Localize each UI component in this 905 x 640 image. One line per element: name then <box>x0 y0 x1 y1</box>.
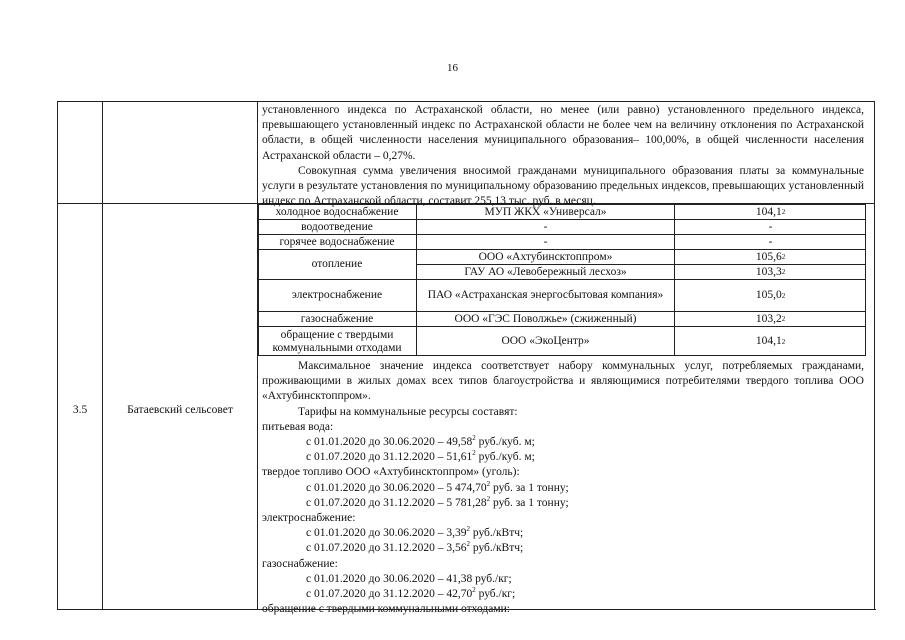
service-index: 105,0 2 <box>755 289 786 301</box>
table-border-top <box>57 101 875 102</box>
fuel-heading: твердое топливо ООО «Ахтубинсктоппром» (уголь): <box>262 466 520 479</box>
fuel-tariff-1: с 01.01.2020 до 30.06.2020 – 5 474,70$^2$ руб. за 1 тонну; <box>306 479 569 494</box>
service-provider: ПАО «Астраханская энергосбытовая компания» <box>427 289 664 301</box>
services-table <box>258 204 866 356</box>
service-provider: ООО «ГЭС Поволжье» (сжиженный) <box>454 312 637 325</box>
fuel-tariff-2: с 01.07.2020 до 31.12.2020 – 5 781,28$^2$ руб. за 1 тонну; <box>306 495 569 509</box>
water-tariff-2: с 01.07.2020 до 31.12.2020 – 51,61$^2$ руб./куб. м; <box>306 449 535 464</box>
row-number: 3.5 <box>72 403 88 416</box>
service-index: 105,6 2 <box>755 250 786 263</box>
service-provider: ООО «ЭкоЦентр» <box>501 335 590 347</box>
page-number: 16 <box>447 62 458 74</box>
max-index-paragraph: Максимальное значение индекса соответствует набору коммунальных услуг, потребляемых гражданами, проживающими в жилых домах всех типов благоустройства и являющимися потребителями твердого топлива ООО «Ахтубинсктоппром». <box>262 360 864 403</box>
water-tariff-1: с 01.01.2020 до 30.06.2020 – 49,58$^2$ руб./куб. м; <box>306 434 535 449</box>
service-name: отопление <box>311 258 363 270</box>
top-paragraph-1: установленного индекса по Астраханской области, но менее (или равно) установленного предельного индекса, превышающего установленный индекс по Астраханской области не более чем на величину отклонения по Астраханской области, в общей численности населения муниципального образования– 100,00%, в общей численности населения Астраханской области – 0,27%. <box>262 104 864 162</box>
service-index: - <box>768 235 773 248</box>
row-name: Батаевский сельсовет <box>127 403 233 416</box>
tariffs-intro: Тарифы на коммунальные ресурсы составят: <box>298 405 518 418</box>
top-paragraph-2: Совокупная сумма увеличения вносимой гражданами муниципального образования платы за коммунальные услуги в результате установления по муниципальному образованию предельных индексов, превышающих установленный индекс по Астраханской области, составит 255,13 тыс. руб. в месяц. <box>262 164 864 208</box>
service-index: 103,3 2 <box>755 265 786 278</box>
electricity-tariff-1: с 01.01.2020 до 30.06.2020 – 3,39$^2$ руб./кВтч; <box>306 525 524 540</box>
table-border-left <box>57 101 58 609</box>
service-provider: - <box>543 235 548 248</box>
waste-heading: обращение с твердыми коммунальными отходами: <box>262 603 510 616</box>
service-index: 103,2 2 <box>755 312 786 325</box>
service-name: холодное водоснабжение <box>275 205 399 218</box>
table-border-bottom <box>57 609 876 610</box>
service-provider: МУП ЖКХ «Универсал» <box>484 205 607 218</box>
electricity-heading: электроснабжение: <box>262 512 356 525</box>
service-index: 104,1 2 <box>755 335 786 347</box>
service-name: горячее водоснабжение <box>279 235 395 248</box>
table-border-right <box>874 101 875 609</box>
electricity-tariff-2: с 01.07.2020 до 31.12.2020 – 3,56$^2$ руб./кВтч; <box>306 540 524 555</box>
service-name: водоотведение <box>301 220 373 233</box>
service-index: 104,1 2 <box>755 205 786 218</box>
water-heading: питьевая вода: <box>262 420 334 433</box>
top-text-block <box>262 103 864 209</box>
service-provider: - <box>543 220 548 233</box>
col-divider-1 <box>102 101 103 609</box>
service-provider: ООО «Ахтубинсктоппром» <box>478 250 613 263</box>
gas-tariff-2: с 01.07.2020 до 31.12.2020 – 42,70$^2$ руб./кг; <box>306 586 516 601</box>
service-name: электроснабжение <box>291 289 383 301</box>
service-index: - <box>768 220 773 233</box>
gas-heading: газоснабжение: <box>262 557 338 570</box>
gas-tariff-1: с 01.01.2020 до 30.06.2020 – 41,38 руб./кг; <box>306 572 512 585</box>
service-name: газоснабжение <box>300 312 374 325</box>
tariffs-text-block <box>262 359 864 617</box>
service-provider: ГАУ АО «Левобережный лесхоз» <box>464 265 627 278</box>
service-name: обращение с твердыми коммунальными отходами <box>272 328 402 354</box>
